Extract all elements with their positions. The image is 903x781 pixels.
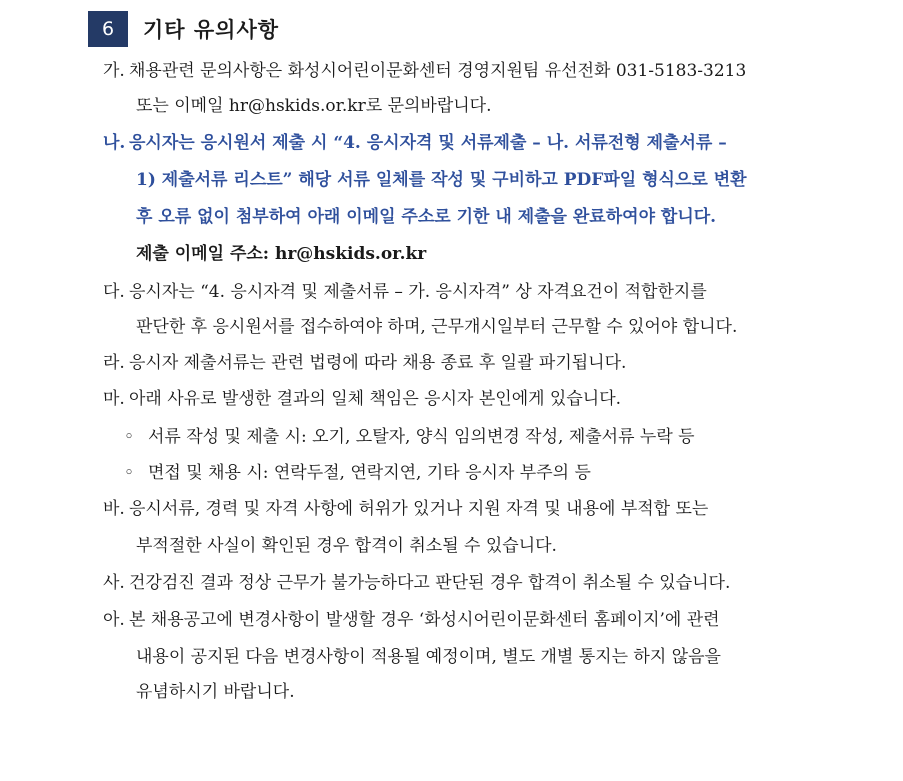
- item-sa-line1: [103, 571, 730, 595]
- item-marker: 라.: [103, 353, 125, 373]
- item-ma-line1: [103, 387, 621, 411]
- bullet-text: 서류 작성 및 제출 시: 오기, 오탈자, 양식 임의변경 작성, 제출서류 누락 등: [148, 427, 695, 447]
- item-a-line1: [103, 608, 720, 632]
- item-marker: 바.: [103, 499, 125, 519]
- item-marker: 마.: [103, 389, 125, 409]
- item-text: 응시자는 “4. 응시자격 및 제출서류 – 가. 응시자격” 상 자격요건이 적합한지를: [129, 282, 707, 302]
- item-text: 건강검진 결과 정상 근무가 불가능하다고 판단된 경우 합격이 취소될 수 있습니다.: [129, 573, 731, 593]
- item-text: 채용관련 문의사항은 화성시어린이문화센터 경영지원팀 유선전화 031-5183-3213: [129, 61, 747, 81]
- item-da-line1: [103, 280, 707, 304]
- bullet-icon: ◦: [124, 463, 135, 483]
- item-text: 응시서류, 경력 및 자격 사항에 허위가 있거나 지원 자격 및 내용에 부적합 또는: [129, 499, 709, 519]
- section-number: 6: [88, 11, 128, 47]
- item-marker: 다.: [103, 282, 125, 302]
- bullet-icon: ◦: [124, 427, 135, 447]
- bullet-item: [124, 461, 591, 485]
- bullet-item: [124, 425, 695, 449]
- bullet-text: 면접 및 채용 시: 연락두절, 연락지연, 기타 응시자 부주의 등: [148, 463, 591, 483]
- item-marker: 나.: [103, 133, 126, 153]
- item-ba-line2: 부적절한 사실이 확인된 경우 합격이 취소될 수 있습니다.: [136, 536, 557, 556]
- item-na-line1: [103, 131, 727, 155]
- item-text: 응시자 제출서류는 관련 법령에 따라 채용 종료 후 일괄 파기됩니다.: [129, 353, 627, 373]
- item-a-line2: 내용이 공지된 다음 변경사항이 적용될 예정이며, 별도 개별 통지는 하지 않음을: [136, 647, 721, 667]
- item-ba-line1: [103, 497, 708, 521]
- section-header: [88, 11, 279, 47]
- submit-email-label: 제출 이메일 주소: hr@hskids.or.kr: [136, 244, 427, 264]
- item-ga-line2: 또는 이메일 hr@hskids.or.kr로 문의바랍니다.: [136, 96, 492, 116]
- item-a-line3: 유념하시기 바랍니다.: [136, 682, 295, 702]
- item-ra-line1: [103, 351, 626, 375]
- item-text: 아래 사유로 발생한 결과의 일체 책임은 응시자 본인에게 있습니다.: [129, 389, 622, 409]
- item-text: 본 채용공고에 변경사항이 발생할 경우 ‘화성시어린이문화센터 홈페이지’에 관련: [129, 610, 720, 630]
- item-na-line3: 후 오류 없이 첨부하여 아래 이메일 주소로 기한 내 제출을 완료하여야 합니다.: [136, 207, 717, 227]
- item-na-line2: 1) 제출서류 리스트” 해당 서류 일체를 작성 및 구비하고 PDF파일 형식으로 변환: [136, 170, 747, 190]
- item-da-line2: 판단한 후 응시원서를 접수하여야 하며, 근무개시일부터 근무할 수 있어야 합니다.: [136, 317, 738, 337]
- item-ga-line1: [103, 59, 746, 83]
- item-marker: 가.: [103, 61, 125, 81]
- item-marker: 아.: [103, 610, 125, 630]
- item-text: 응시자는 응시원서 제출 시 “4. 응시자격 및 서류제출 – 나. 서류전형 제출서류 –: [129, 133, 727, 153]
- section-title: 기타 유의사항: [143, 17, 280, 42]
- item-marker: 사.: [103, 573, 125, 593]
